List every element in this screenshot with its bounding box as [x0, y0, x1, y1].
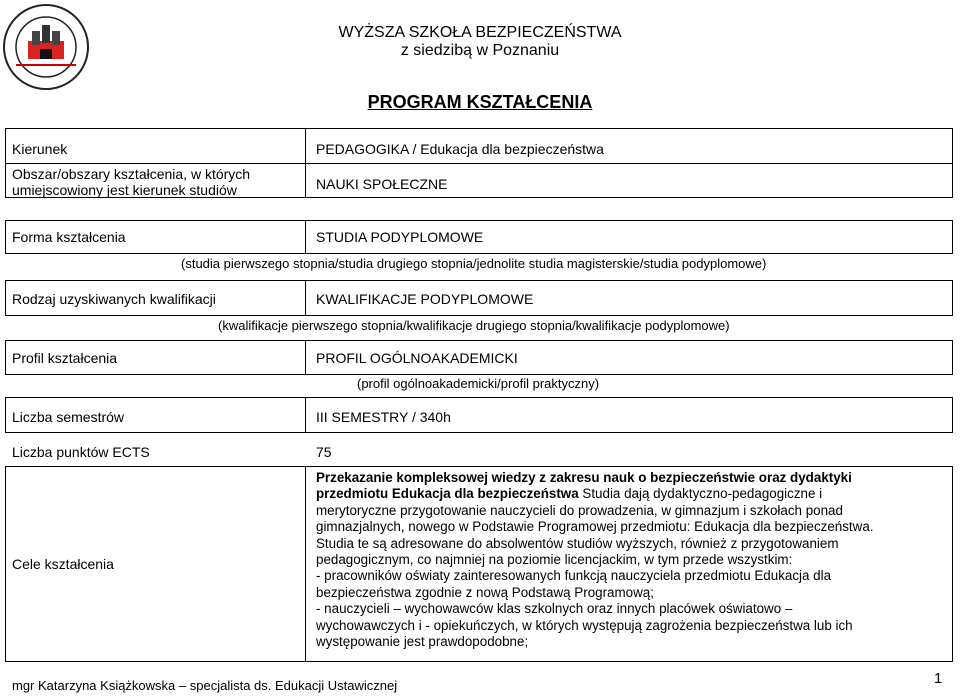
- footer-author: mgr Katarzyna Książkowska – specjalista ds. Edukacji Ustawicznej: [12, 678, 398, 693]
- school-logo: [2, 3, 90, 91]
- kierunek-label: Kierunek: [12, 141, 68, 157]
- cele-line: [316, 519, 948, 535]
- profil-value: PROFIL OGÓLNOAKADEMICKI: [316, 350, 518, 366]
- profil-note: (profil ogólnoakademicki/profil praktyczny): [357, 376, 600, 391]
- cele-line-text: - nauczycieli – wychowawców klas szkolnych oraz innych placówek oświatowo –: [316, 601, 793, 617]
- cele-line: [316, 552, 948, 568]
- semestry-value: III SEMESTRY / 340h: [316, 409, 451, 425]
- forma-value: STUDIA PODYPLOMOWE: [316, 229, 484, 245]
- cele-line: [316, 470, 948, 486]
- rodzaj-value: KWALIFIKACJE PODYPLOMOWE: [316, 291, 534, 307]
- obszar-value: NAUKI SPOŁECZNE: [316, 176, 448, 192]
- obszar-label-line1: Obszar/obszary kształcenia, w których: [12, 166, 251, 182]
- cele-line: [316, 634, 948, 650]
- divider: [5, 163, 953, 164]
- school-seat: z siedzibą w Poznaniu: [400, 42, 560, 59]
- profil-label: Profil kształcenia: [12, 350, 118, 366]
- cele-text: [316, 470, 948, 650]
- cele-line: [316, 618, 948, 634]
- forma-note: (studia pierwszego stopnia/studia drugiego stopnia/jednolite studia magisterskie/studia podyplomowe): [181, 256, 767, 271]
- cele-line: [316, 503, 948, 519]
- kierunek-value: PEDAGOGIKA / Edukacja dla bezpieczeństwa: [316, 141, 604, 157]
- cele-line: [316, 536, 948, 552]
- forma-label: Forma kształcenia: [12, 229, 126, 245]
- school-name: WYŻSZA SZKOŁA BEZPIECZEŃSTWA: [338, 24, 622, 41]
- obszar-label-line2: umiejscowiony jest kierunek studiów: [12, 182, 237, 198]
- page-number: 1: [934, 670, 943, 687]
- cele-line-text: występowanie jest prawdopodobne;: [316, 634, 529, 650]
- cele-label: Cele kształcenia: [12, 556, 114, 572]
- cele-line-text: Studia te są adresowane do absolwentów studiów wyższych, również z przygotowaniem: [316, 535, 839, 551]
- page-title: PROGRAM KSZTAŁCENIA: [367, 92, 593, 112]
- cele-line: [316, 601, 948, 617]
- cele-line: [316, 568, 948, 584]
- cele-line-text: wychowawczych i - opiekuńczych, w których występują zagrożenia bezpieczeństwa lub ich: [316, 617, 853, 633]
- cele-line: [316, 585, 948, 601]
- semestry-label: Liczba semestrów: [12, 409, 125, 425]
- cele-line-bold: Przekazanie kompleksowej wiedzy z zakresu nauk o bezpieczeństwie oraz dydaktyki: [316, 470, 852, 485]
- cele-line-text: bezpieczeństwa zgodnie z nową Podstawą Programową;: [316, 584, 654, 600]
- cele-line-text: - pracowników oświaty zainteresowanych funkcją nauczyciela przedmiotu Edukacja dla: [316, 568, 832, 584]
- ects-value: 75: [316, 444, 332, 460]
- cele-line-text: merytoryczne przygotowanie nauczycieli do prowadzenia, w gimnazjum i szkołach ponad: [316, 502, 843, 518]
- cele-line-text: pedagogicznym, co najmniej na poziomie licencjackim, w tym przede wszystkim:: [316, 552, 793, 568]
- rodzaj-note: (kwalifikacje pierwszego stopnia/kwalifikacje drugiego stopnia/kwalifikacje podyplomowe): [218, 318, 730, 333]
- rodzaj-label: Rodzaj uzyskiwanych kwalifikacji: [12, 291, 216, 307]
- cele-line-text: gimnazjalnych, nowego w Podstawie Programowej przedmiotu: Edukacja dla bezpieczeństwa.: [316, 519, 874, 535]
- cele-line: [316, 486, 948, 502]
- ects-label: Liczba punktów ECTS: [12, 444, 150, 460]
- cele-line-text: Studia dają dydaktyczno-pedagogiczne i: [578, 486, 823, 502]
- cele-line-bold: przedmiotu Edukacja dla bezpieczeństwa: [316, 486, 579, 502]
